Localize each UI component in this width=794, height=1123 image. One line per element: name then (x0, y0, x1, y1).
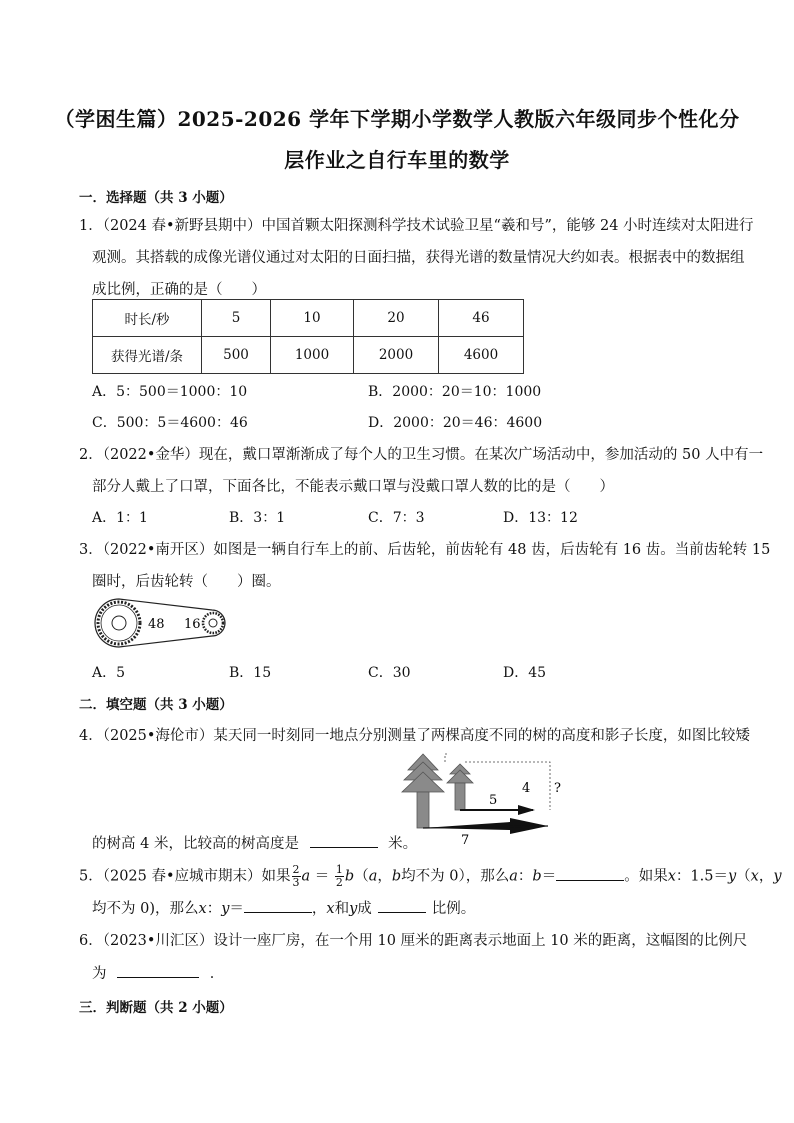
q4-text-part: 米。 (388, 836, 418, 852)
q5-xy-ratio-blank[interactable] (244, 898, 312, 913)
q5-fraction-two-thirds (292, 864, 301, 889)
document-title-line2: 层作业之自行车里的数学 (284, 148, 510, 172)
q1-text-line3: 成比例，正确的是（ ） (92, 282, 266, 298)
height-dashed-guide (465, 762, 550, 810)
var-y: y (727, 868, 737, 885)
q5-text-part: ＝ (310, 868, 334, 885)
q6-text-line2 (92, 962, 224, 983)
q6-scale-blank[interactable] (117, 963, 199, 978)
var-b: b (344, 868, 355, 885)
var-a: a (509, 868, 518, 885)
q3-option-c[interactable]: C．30 (368, 665, 411, 681)
q1-text-line1: 1．（2024 春•新野县期中）中国首颗太阳探测科学技术试验卫星“羲和号”，能够 24 小时连续对太阳进行 (79, 218, 754, 234)
table-cell: 20 (354, 300, 439, 337)
small-tree-height-label: 4 (522, 781, 531, 796)
q5-text-part: 均不为 0），那么 (401, 868, 510, 885)
table-cell: 获得光谱/条 (93, 337, 202, 374)
q3-text-line1: 3．（2022•南开区）如图是一辆自行车上的前、后齿轮，前齿轮有 48 齿，后齿轮有 16 齿。当前齿轮转 15 (79, 542, 771, 558)
q5-text-part: ＝ (541, 868, 557, 885)
q5-text-part: 。如果 (624, 868, 668, 885)
small-tree-crown (447, 770, 473, 783)
table-row (93, 300, 524, 337)
q2-option-c[interactable]: C．7：3 (368, 510, 425, 526)
section-heading-choice: 一．选择题（共 3 小题） (79, 190, 233, 206)
q6-text-line1: 6．（2023•川汇区）设计一座厂房，在一个用 10 厘米的距离表示地面上 10 米的距离，这幅图的比例尺 (79, 933, 748, 949)
q5-text-part: （ (354, 868, 369, 885)
q5-text-part: 成 (357, 901, 372, 917)
table-cell: 46 (439, 300, 524, 337)
q5-text-part: ： (517, 868, 533, 885)
q5-text-part: 均不为 0)，那么 (92, 901, 199, 917)
fraction-numerator: 2 (292, 863, 300, 876)
var-b: b (391, 868, 402, 885)
q3-text-line2: 圈时，后齿轮转（ ）圈。 (92, 574, 281, 590)
var-x: x (326, 901, 335, 917)
table-cell: 10 (271, 300, 354, 337)
q5-text-part: 和 (334, 901, 350, 917)
var-x: x (198, 901, 207, 917)
q4-text-line1: 4．（2025•海伦市）某天同一时刻同一地点分别测量了两棵高度不同的树的高度和影子长度，如图比较矮 (79, 728, 750, 744)
var-y: y (349, 901, 358, 917)
var-b: b (532, 868, 542, 885)
q5-text-part: ， (758, 868, 774, 885)
q1-option-d[interactable]: D．2000：20＝46：4600 (368, 415, 543, 431)
var-y: y (773, 868, 782, 885)
q1-option-a[interactable]: A．5：500＝1000：10 (92, 384, 248, 400)
q4-text-part: 的树高 4 米，比较高的树高度是 (92, 836, 299, 852)
q5-text-part: ： (206, 901, 222, 917)
q6-text-part: ． (209, 966, 225, 982)
table-cell: 500 (202, 337, 271, 374)
rear-gear-label: 16 (184, 617, 201, 632)
fraction-numerator: 1 (335, 863, 343, 876)
front-gear-label: 48 (148, 617, 165, 632)
tree-shadow-figure (400, 750, 575, 848)
q4-text-line2 (92, 832, 417, 853)
big-shadow-label: 7 (461, 833, 470, 848)
big-tree-height-question: ? (554, 781, 561, 796)
q6-text-part: 为 (92, 966, 107, 982)
table-cell: 5 (202, 300, 271, 337)
q5-text-part: 5．（2025 春•应城市期末）如果 (79, 868, 291, 885)
var-x: x (750, 868, 759, 885)
small-shadow-label: 5 (489, 793, 498, 808)
var-x: x (667, 868, 676, 885)
q5-fraction-one-half (335, 864, 344, 889)
section-heading-fill: 二．填空题（共 3 小题） (79, 697, 233, 713)
bicycle-gear-figure (92, 596, 236, 650)
q5-text-part: ＝ (229, 901, 244, 917)
q5-text-part: （ (736, 868, 751, 885)
q5-proportion-type-blank[interactable] (378, 898, 426, 913)
q2-text-line2: 部分人戴上了口罩，下面各比，不能表示戴口罩与没戴口罩人数的比的是（ ） (92, 479, 614, 495)
q1-data-table (92, 299, 524, 374)
height-dashed-guide (445, 754, 448, 762)
q3-option-d[interactable]: D．45 (503, 665, 547, 681)
q5-text-part: 比例。 (431, 901, 476, 917)
q1-option-c[interactable]: C．500：5＝4600：46 (92, 415, 248, 431)
table-cell: 1000 (271, 337, 354, 374)
front-gear-hub (112, 616, 126, 630)
small-tree-trunk (455, 783, 465, 810)
q3-option-a[interactable]: A．5 (92, 665, 126, 681)
table-cell: 2000 (354, 337, 439, 374)
q1-option-b[interactable]: B．2000：20＝10：1000 (368, 384, 542, 400)
document-title-line1: （学困生篇）2025-2026 学年下学期小学数学人教版六年级同步个性化分 (54, 107, 740, 131)
q2-option-b[interactable]: B．3：1 (229, 510, 286, 526)
var-a: a (301, 868, 311, 885)
q1-text-line2: 观测。其搭载的成像光谱仪通过对太阳的日面扫描，获得光谱的数量情况大约如表。根据表中的数据组 (92, 250, 745, 266)
big-tree-crown (402, 772, 444, 792)
q2-option-a[interactable]: A．1：1 (92, 510, 148, 526)
q5-text-part: ， (311, 901, 327, 917)
var-a: a (368, 868, 378, 885)
var-y: y (221, 901, 230, 917)
table-row (93, 337, 524, 374)
q5-text-part: ， (377, 868, 392, 885)
q5-text-part: ：1.5＝ (675, 868, 728, 885)
q5-text-line1 (79, 864, 782, 889)
rear-gear-hub (209, 619, 217, 627)
q2-text-line1: 2．（2022•金华）现在，戴口罩渐渐成了每个人的卫生习惯。在某次广场活动中，参加活动的 50 人中有一 (79, 447, 764, 463)
small-shadow-arrowhead (518, 805, 535, 815)
q2-option-d[interactable]: D．13：12 (503, 510, 578, 526)
q5-text-line2 (92, 897, 475, 918)
table-cell: 4600 (439, 337, 524, 374)
big-tree-trunk (417, 792, 429, 828)
fraction-denominator: 2 (335, 876, 343, 889)
table-cell: 时长/秒 (93, 300, 202, 337)
q5-ratio-blank[interactable] (556, 866, 624, 881)
fraction-denominator: 3 (292, 876, 300, 889)
q4-answer-blank[interactable] (310, 833, 378, 848)
q3-option-b[interactable]: B．15 (229, 665, 272, 681)
section-heading-judge: 三．判断题（共 2 小题） (79, 1000, 233, 1016)
